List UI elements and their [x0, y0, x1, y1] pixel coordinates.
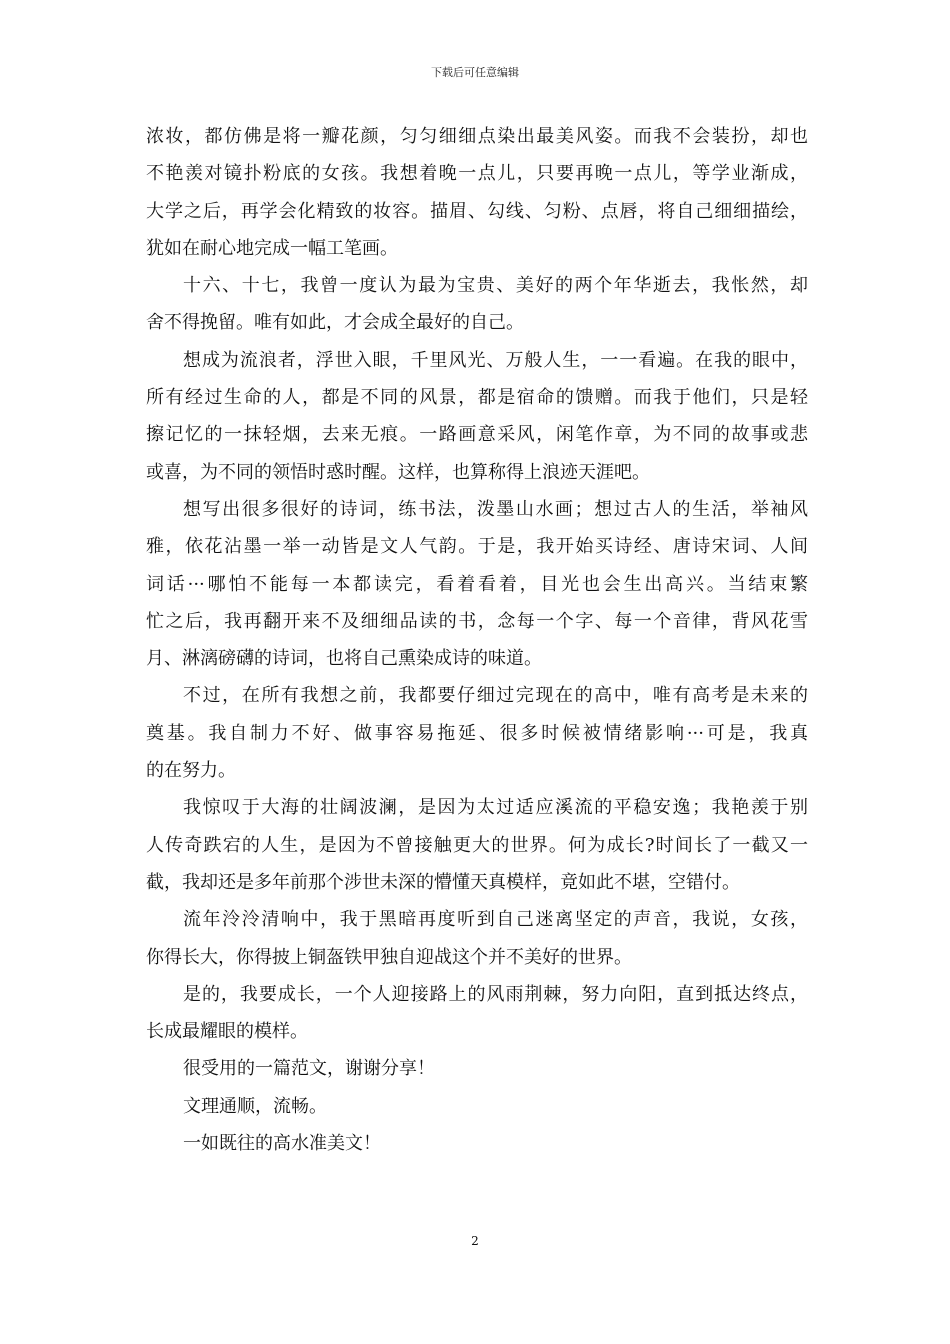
paragraph-line: 擦记忆的一抹轻烟，去来无痕。一路画意采风，闲笔作章，为不同的故事或悲: [146, 424, 808, 446]
paragraph-line: 文理通顺，流畅。: [183, 1095, 327, 1117]
paragraph-line: 词话···哪怕不能每一本都读完，看着看着，目光也会生出高兴。当结束繁: [146, 573, 808, 595]
paragraph-line: 长成最耀眼的模样。: [146, 1021, 308, 1043]
paragraph-line: 是的，我要成长，一个人迎接路上的风雨荆棘，努力向阳，直到抵达终点，: [183, 983, 808, 1005]
paragraph: [146, 677, 808, 789]
paragraph-line: 忙之后，我再翻开来不及细细品读的书，念每一个字、每一个音律，背风花雪: [146, 610, 808, 632]
paragraph: [146, 901, 808, 976]
paragraph-line: 不艳羡对镜扑粉底的女孩。我想着晚一点儿，只要再晚一点儿，等学业渐成，: [146, 163, 808, 185]
paragraph-line: 你得长大，你得披上铜盔铁甲独自迎战这个并不美好的世界。: [146, 946, 632, 968]
paragraph-line: 十六、十七，我曾一度认为最为宝贵、美好的两个年华逝去，我怅然，却: [183, 275, 808, 297]
paragraph-line: 奠基。我自制力不好、做事容易拖延、很多时候被情绪影响···可是，我真: [146, 722, 808, 744]
paragraph-line: 的在努力。: [146, 760, 236, 782]
paragraph-line: 舍不得挽留。唯有如此，才会成全最好的自己。: [146, 312, 524, 334]
paragraph-line: 人传奇跌宕的人生，是因为不曾接触更大的世界。何为成长?时间长了一截又一: [146, 834, 808, 856]
document-body: [146, 118, 808, 1162]
paragraph-line: 犹如在耐心地完成一幅工笔画。: [146, 237, 398, 259]
paragraph: [146, 1125, 808, 1162]
paragraph: [146, 342, 808, 491]
paragraph-line: 月、淋漓磅礴的诗词，也将自己熏染成诗的味道。: [146, 648, 542, 670]
paragraph-line: 或喜，为不同的领悟时惑时醒。这样，也算称得上浪迹天涯吧。: [146, 461, 650, 483]
paragraph: [146, 976, 808, 1051]
paragraph: [146, 267, 808, 342]
paragraph: [146, 118, 808, 267]
paragraph-line: 我惊叹于大海的壮阔波澜，是因为太过适应溪流的平稳安逸；我艳羡于别: [183, 797, 808, 819]
paragraph-line: 不过，在所有我想之前，我都要仔细过完现在的高中，唯有高考是未来的: [183, 685, 808, 707]
paragraph-line: 一如既往的高水准美文！: [183, 1133, 381, 1155]
paragraph-line: 雅，依花沾墨一举一动皆是文人气韵。于是，我开始买诗经、唐诗宋词、人间: [146, 536, 808, 558]
page-number: 2: [471, 1234, 479, 1248]
paragraph: [146, 1050, 808, 1087]
paragraph: [146, 789, 808, 901]
paragraph-line: 想成为流浪者，浮世入眼，千里风光、万般人生，一一看遍。在我的眼中，: [183, 349, 808, 371]
paragraph-line: 浓妆，都仿佛是将一瓣花颜，匀匀细细点染出最美风姿。而我不会装扮，却也: [146, 126, 808, 147]
paragraph-line: 想写出很多很好的诗词，练书法，泼墨山水画；想过古人的生活，举袖风: [183, 498, 808, 520]
paragraph: [146, 491, 808, 677]
paragraph-line: 截，我却还是多年前那个涉世未深的懵懂天真模样，竟如此不堪，空错付。: [146, 871, 740, 893]
page-header: 下载后可任意编辑: [431, 66, 519, 79]
paragraph-line: 流年泠泠清响中，我于黑暗再度听到自己迷离坚定的声音，我说，女孩，: [183, 909, 808, 931]
paragraph-line: 很受用的一篇范文，谢谢分享！: [183, 1058, 435, 1080]
paragraph: [146, 1088, 808, 1125]
paragraph-line: 所有经过生命的人，都是不同的风景，都是宿命的馈赠。而我于他们，只是轻: [146, 387, 808, 409]
paragraph-line: 大学之后，再学会化精致的妆容。描眉、勾线、匀粉、点唇，将自己细细描绘，: [146, 200, 808, 222]
